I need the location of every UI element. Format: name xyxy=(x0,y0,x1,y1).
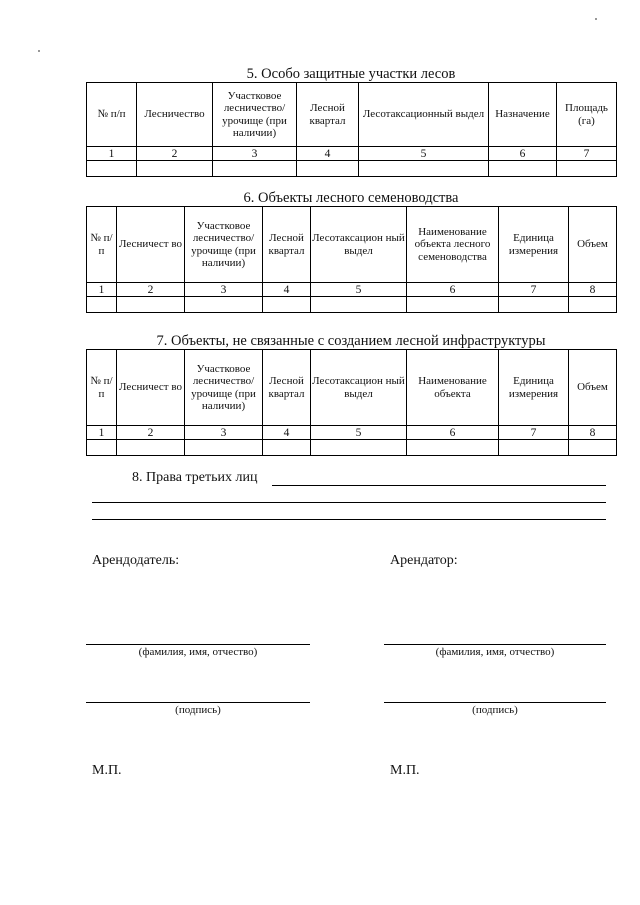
third-party-rights-line-1[interactable] xyxy=(272,485,606,486)
section-7-title: 7. Объекты, не связанные с созданием лесной инфраструктуры xyxy=(156,333,546,349)
header-cell: Площадь (га) xyxy=(557,83,617,147)
section-8-title: 8. Права третьих лиц xyxy=(132,470,258,485)
header-cell: Лесотаксацион ный выдел xyxy=(311,207,407,283)
header-cell: Лесотаксационный выдел xyxy=(359,83,489,147)
empty-cell[interactable] xyxy=(297,161,359,177)
table-number-row xyxy=(87,283,617,297)
lessee-stamp-place: М.П. xyxy=(390,763,420,778)
empty-cell[interactable] xyxy=(499,440,569,456)
column-number: 4 xyxy=(263,283,311,297)
column-number: 1 xyxy=(87,283,117,297)
table-empty-row xyxy=(87,440,617,456)
empty-cell[interactable] xyxy=(557,161,617,177)
header-cell: Участковое лесничество/ урочище (при наличии) xyxy=(185,207,263,283)
header-cell: Лесотаксацион ный выдел xyxy=(311,350,407,426)
lessor-fio-caption: (фамилия, имя, отчество) xyxy=(138,646,258,658)
lessor-stamp-place: М.П. xyxy=(92,763,122,778)
table-header-row xyxy=(87,207,617,283)
column-number: 6 xyxy=(407,426,499,440)
empty-cell[interactable] xyxy=(499,297,569,313)
lessor-signature-line[interactable] xyxy=(86,702,310,703)
table-number-row xyxy=(87,147,617,161)
column-number: 3 xyxy=(213,147,297,161)
empty-cell[interactable] xyxy=(263,297,311,313)
lessor-signature-caption: (подпись) xyxy=(175,704,221,716)
section-6-table xyxy=(86,206,617,313)
header-cell: Участковое лесничество/ урочище (при наличии) xyxy=(185,350,263,426)
header-cell: Объем xyxy=(569,207,617,283)
header-cell: Объем xyxy=(569,350,617,426)
header-cell: Наименование объекта xyxy=(407,350,499,426)
table-header-row xyxy=(87,83,617,147)
empty-cell[interactable] xyxy=(311,297,407,313)
column-number: 1 xyxy=(87,426,117,440)
empty-cell[interactable] xyxy=(263,440,311,456)
empty-cell[interactable] xyxy=(569,440,617,456)
header-cell: Лесничест во xyxy=(117,207,185,283)
lessor-label: Арендодатель: xyxy=(92,553,180,568)
header-cell: Лесничест во xyxy=(117,350,185,426)
section-7-table xyxy=(86,349,617,456)
column-number: 7 xyxy=(499,283,569,297)
header-cell: Наименование объекта лесного семеноводства xyxy=(407,207,499,283)
third-party-rights-line-2[interactable] xyxy=(92,502,606,503)
column-number: 3 xyxy=(185,283,263,297)
empty-cell[interactable] xyxy=(407,297,499,313)
empty-cell[interactable] xyxy=(185,297,263,313)
column-number: 7 xyxy=(557,147,617,161)
column-number: 3 xyxy=(185,426,263,440)
header-cell: Лесной квартал xyxy=(263,207,311,283)
table-empty-row xyxy=(87,161,617,177)
section-6-title: 6. Объекты лесного семеноводства xyxy=(243,190,459,206)
lessor-fio-line[interactable] xyxy=(86,644,310,645)
column-number: 4 xyxy=(263,426,311,440)
empty-cell[interactable] xyxy=(407,440,499,456)
lessee-fio-caption: (фамилия, имя, отчество) xyxy=(435,646,555,658)
header-cell: Участковое лесничество/ урочище (при наличии) xyxy=(213,83,297,147)
empty-cell[interactable] xyxy=(359,161,489,177)
header-cell: Лесной квартал xyxy=(297,83,359,147)
empty-cell[interactable] xyxy=(185,440,263,456)
header-cell: № п/п xyxy=(87,207,117,283)
empty-cell[interactable] xyxy=(87,440,117,456)
header-cell: Лесной квартал xyxy=(263,350,311,426)
header-cell: Единица измерения xyxy=(499,350,569,426)
header-cell: № п/п xyxy=(87,83,137,147)
column-number: 8 xyxy=(569,283,617,297)
table-number-row xyxy=(87,426,617,440)
column-number: 8 xyxy=(569,426,617,440)
column-number: 2 xyxy=(117,283,185,297)
header-cell: Единица измерения xyxy=(499,207,569,283)
column-number: 6 xyxy=(489,147,557,161)
column-number: 4 xyxy=(297,147,359,161)
lessee-label: Арендатор: xyxy=(390,553,458,568)
section-5-title: 5. Особо защитные участки лесов xyxy=(246,66,456,82)
column-number: 5 xyxy=(311,283,407,297)
column-number: 5 xyxy=(311,426,407,440)
header-cell: Лесничество xyxy=(137,83,213,147)
empty-cell[interactable] xyxy=(311,440,407,456)
lessee-signature-line[interactable] xyxy=(384,702,606,703)
empty-cell[interactable] xyxy=(137,161,213,177)
column-number: 2 xyxy=(137,147,213,161)
lessee-signature-caption: (подпись) xyxy=(472,704,518,716)
empty-cell[interactable] xyxy=(87,297,117,313)
column-number: 2 xyxy=(117,426,185,440)
header-cell: № п/п xyxy=(87,350,117,426)
scan-speck xyxy=(38,50,40,52)
empty-cell[interactable] xyxy=(117,440,185,456)
column-number: 7 xyxy=(499,426,569,440)
column-number: 1 xyxy=(87,147,137,161)
section-5-table xyxy=(86,82,617,177)
third-party-rights-line-3[interactable] xyxy=(92,519,606,520)
table-header-row xyxy=(87,350,617,426)
column-number: 5 xyxy=(359,147,489,161)
empty-cell[interactable] xyxy=(87,161,137,177)
header-cell: Назначение xyxy=(489,83,557,147)
empty-cell[interactable] xyxy=(569,297,617,313)
table-empty-row xyxy=(87,297,617,313)
scan-speck xyxy=(595,18,597,20)
empty-cell[interactable] xyxy=(213,161,297,177)
lessee-fio-line[interactable] xyxy=(384,644,606,645)
empty-cell[interactable] xyxy=(117,297,185,313)
empty-cell[interactable] xyxy=(489,161,557,177)
column-number: 6 xyxy=(407,283,499,297)
